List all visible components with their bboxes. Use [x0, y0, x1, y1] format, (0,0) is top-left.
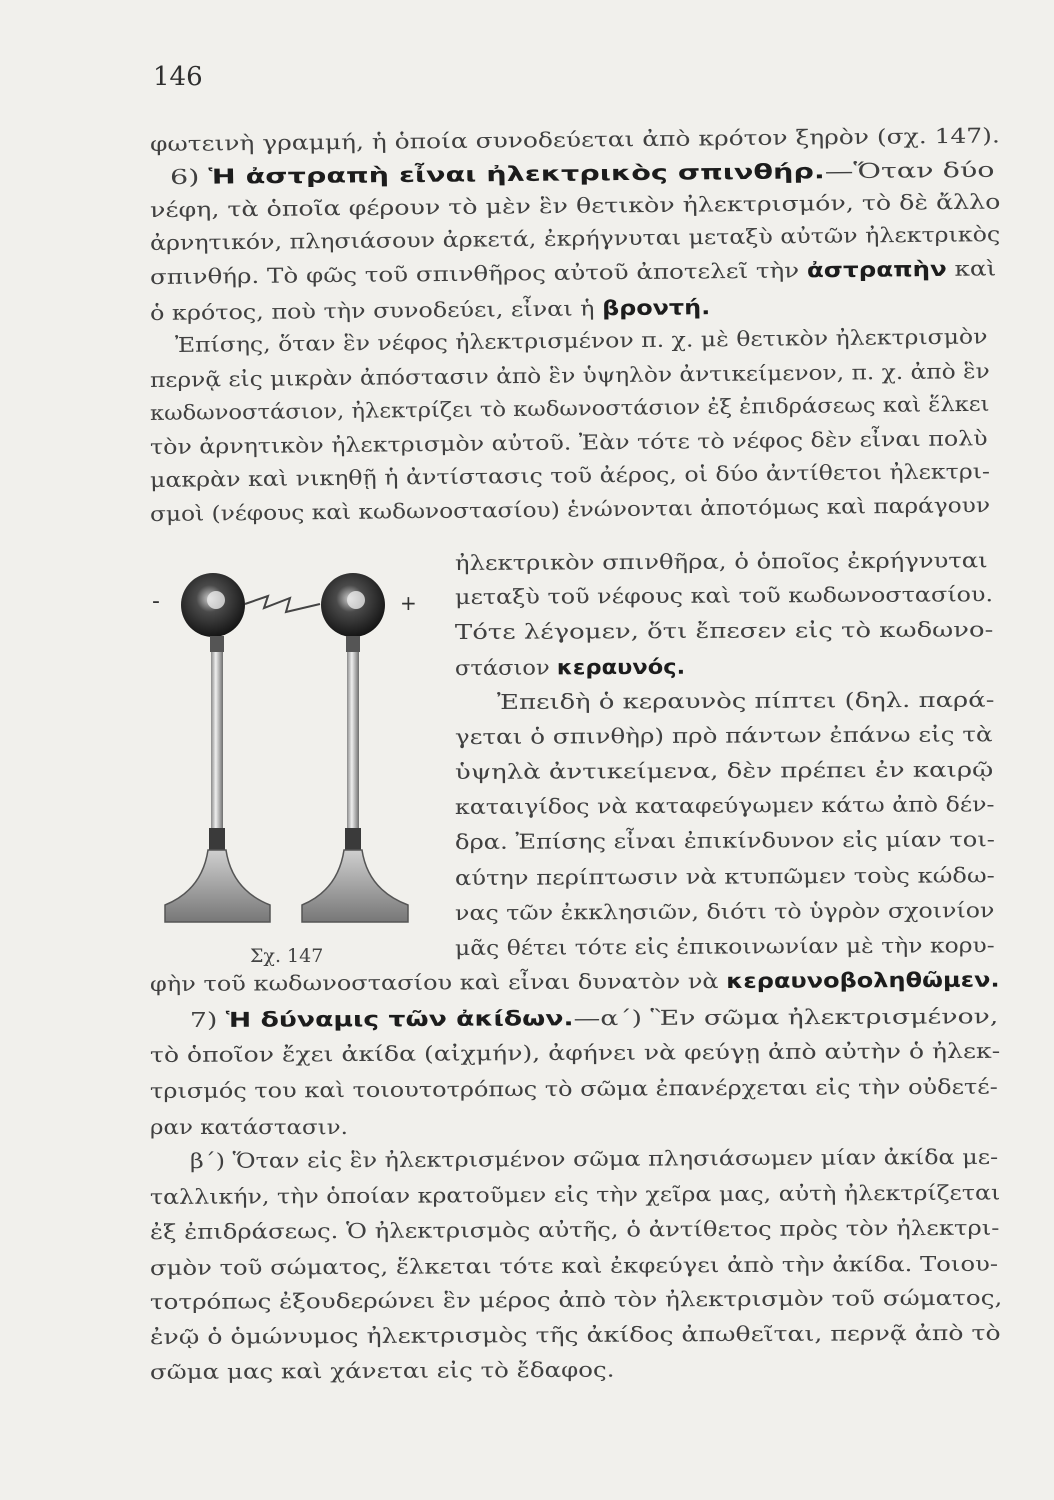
text-line: σμοὶ (νέφους καὶ κωδωνοστασίου) ἑνώνονται ἀποτόμως καὶ παράγουν — [149, 492, 991, 526]
figure-147-spark-gap — [150, 560, 450, 940]
text-line: β΄) Ὅταν εἰς ἓν ἠλεκτρισμένον σῶμα πλησιάσωμεν μίαν ἀκίδα με- — [189, 1144, 999, 1173]
text-line — [455, 653, 685, 682]
text-line: Ἐπειδὴ ὁ κεραυνὸς πίπτει (δηλ. παρά- — [496, 687, 995, 714]
section-heading: Ἡ δύναμις τῶν ἀκίδων. — [225, 1006, 574, 1032]
right-electrode — [302, 573, 408, 922]
text-line — [150, 293, 711, 327]
text-line: Ἐπίσης, ὅταν ἓν νέφος ἠλεκτρισμένον π. χ. μὲ θετικὸν ἠλεκτρισμὸν — [174, 324, 988, 357]
text-line: μεταξὺ τοῦ νέφους καὶ τοῦ κωδωνοστασίου. — [454, 582, 994, 609]
text-line: τὸ ὁποῖον ἔχει ἀκίδα (αἰχμήν), ἀφήνει νὰ φεύγῃ ἀπὸ αὐτὴν ὁ ἠλεκ- — [149, 1038, 1001, 1067]
text-line: μακρὰν καὶ νικηθῇ ἡ ἀντίστασις τοῦ ἀέρος, οἱ δύο ἀντίθετοι ἠλεκτρι- — [149, 459, 991, 492]
figure-caption: Σχ. 147 — [250, 945, 324, 967]
keyword: κεραυνός. — [556, 654, 686, 680]
line-text: ὁ κρότος, ποὺ τὴν συνοδεύει, εἶναι ἡ — [149, 296, 603, 325]
text-line: νας τῶν ἐκκλησιῶν, διότι τὸ ὑγρὸν σχοινίον — [454, 898, 995, 925]
text-line: ἐνῷ ὁ ὁμώνυμος ἠλεκτρισμὸς τῆς ἀκίδος ἀπωθεῖται, περνᾷ ἀπὸ τὸ — [149, 1320, 1001, 1349]
section-number: 7) — [189, 1007, 226, 1032]
keyword: ἀστραπὴν — [806, 256, 947, 283]
text-line: κωδωνοστάσιον, ἠλεκτρίζει τὸ κωδωνοστάσιον ἐξ ἐπιδράσεως καὶ ἕλκει — [149, 391, 990, 425]
text-line: δρα. Ἐπίσης εἶναι ἐπικίνδυνον εἰς μίαν τοι- — [454, 827, 996, 854]
text-line: τρισμός του καὶ τοιουτοτρόπως τὸ σῶμα ἐπανέρχεται εἰς τὴν οὐδετέ- — [149, 1074, 998, 1103]
text-line — [150, 966, 1000, 998]
right-electrode-base — [302, 850, 408, 922]
text-line: ὑψηλὰ ἀντικείμενα, δὲν πρέπει ἐν καιρῷ — [454, 757, 994, 784]
spark-zigzag — [245, 596, 320, 612]
keyword: βροντή. — [601, 295, 711, 321]
text-line: σμὸν τοῦ σώματος, ἕλκεται τότε καὶ ἐκφεύγει ἀπὸ τὴν ἀκίδα. Τοιου- — [149, 1251, 999, 1280]
left-electrode-base — [165, 850, 270, 922]
line-text: φὴν τοῦ κωδωνοστασίου καὶ εἶναι δυνατὸν νὰ — [149, 968, 727, 996]
text-line: ταλλικήν, τὴν ὁποίαν κρατοῦμεν εἰς τὴν χεῖρα μας, αὐτὴ ἠλεκτρίζεται — [149, 1180, 1001, 1209]
right-electrode-rod — [347, 652, 359, 842]
text-line: μᾶς θέτει τότε εἰς ἐπικοινωνίαν μὲ τὴν κορυ- — [454, 933, 995, 960]
text-line: τοτρόπως ἐξουδερώνει ἓν μέρος ἀπὸ τὸν ἠλεκτρισμὸν τοῦ σώματος, — [149, 1285, 1003, 1314]
text-line — [150, 254, 997, 291]
line-text: στάσιον — [454, 655, 557, 680]
text-line: ἐξ ἐπιδράσεως. Ὁ ἠλεκτρισμὸς αὐτῆς, ὁ ἀντίθετος πρὸς τὸν ἠλεκτρι- — [149, 1215, 1000, 1244]
text-line: καταιγίδος νὰ καταφεύγωμεν κάτω ἀπὸ δέν- — [454, 792, 995, 819]
plus-sign: + — [400, 591, 417, 615]
line-text: —Ὅταν δύο — [824, 157, 995, 184]
text-line: Τότε λέγομεν, ὅτι ἔπεσεν εἰς τὸ κωδωνο- — [454, 617, 994, 644]
section-heading: Ἡ ἀστραπὴ εἶναι ἠλεκτρικὸς σπινθήρ. — [208, 159, 825, 189]
minus-sign: - — [152, 589, 160, 614]
text-line: ἀρνητικόν, πλησιάσουν ἀρκετά, ἐκρήγνυται μεταξὺ αὐτῶν ἠλεκτρικὸς — [149, 222, 1001, 255]
text-line — [190, 1002, 999, 1034]
section-number: 6) — [169, 164, 209, 189]
text-line: περνᾷ εἰς μικρὰν ἀπόστασιν ἀπὸ ἓν ὑψηλὸν ἀντικείμενον, π. χ. ἀπὸ ἓν — [149, 358, 990, 392]
text-line: φωτεινὴ γραμμή, ἡ ὁποία συνοδεύεται ἀπὸ κρότον ξηρὸν (σχ. 147). — [149, 123, 1001, 156]
line-text: σπινθήρ. Τὸ φῶς τοῦ σπινθῆρος αὐτοῦ ἀποτελεῖ τὴν — [149, 258, 808, 289]
left-electrode-rod — [211, 652, 223, 842]
text-line: ραν κατάστασιν. — [150, 1115, 348, 1139]
line-text: —α΄) Ἓν σῶμα ἠλεκτρισμένον, — [573, 1004, 999, 1031]
left-electrode — [165, 573, 270, 922]
page-number: 146 — [153, 62, 203, 92]
text-line: τὸν ἀρνητικὸν ἠλεκτρισμὸν αὐτοῦ. Ἐὰν τότε τὸ νέφος δὲν εἶναι πολὺ — [149, 426, 988, 459]
text-line: σῶμα μας καὶ χάνεται εἰς τὸ ἔδαφος. — [149, 1357, 615, 1384]
text-line — [170, 156, 995, 191]
line-text: καὶ — [946, 256, 997, 281]
text-line: ἠλεκτρικὸν σπινθῆρα, ὁ ὁποῖος ἐκρήγνυται — [454, 548, 988, 575]
text-line: αύτην περίπτωσιν νὰ κτυπῶμεν τοὺς κώδω- — [454, 863, 995, 890]
text-line: γεται ὁ σπινθὴρ) πρὸ πάντων ἐπάνω εἰς τὰ — [454, 722, 993, 749]
keyword: κεραυνοβοληθῶμεν. — [726, 967, 1000, 993]
spark-electrodes-illustration — [150, 560, 450, 940]
text-line: νέφη, τὰ ὁποῖα φέρουν τὸ μὲν ἓν θετικὸν ἠλεκτρισμόν, τὸ δὲ ἄλλο — [149, 189, 1001, 222]
